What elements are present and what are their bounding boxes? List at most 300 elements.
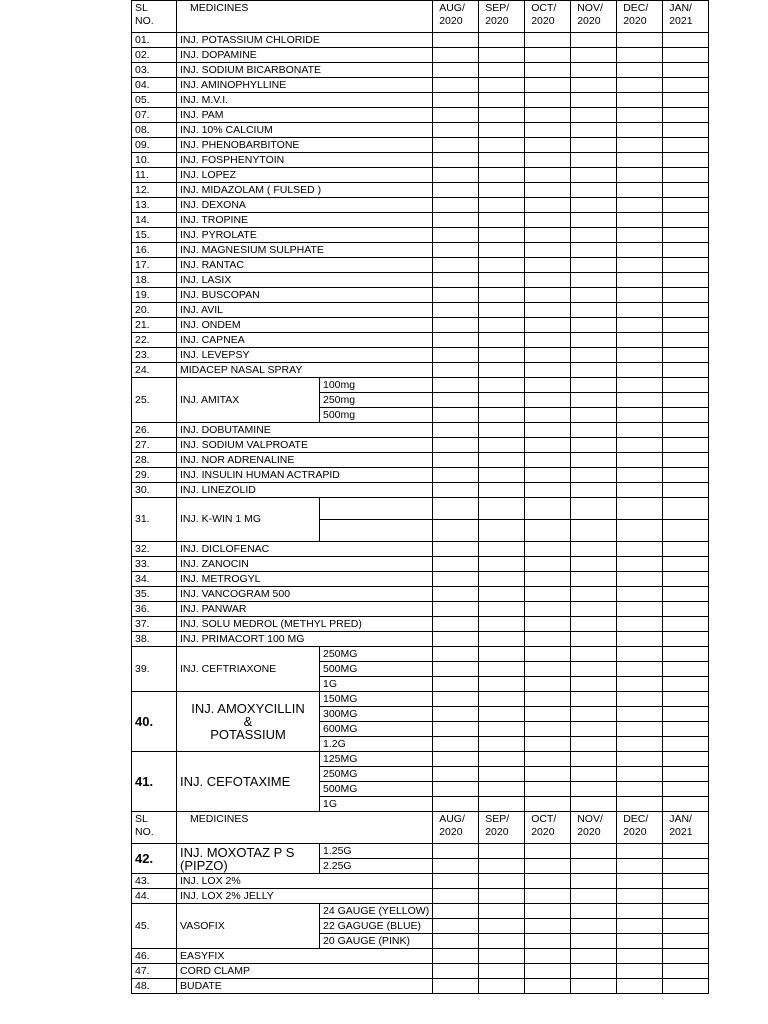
medicine-name-cell: INJ. AMOXYCILLIN & POTASSIUM bbox=[177, 692, 320, 752]
month-cell bbox=[617, 78, 663, 93]
medicine-name-cell: MIDACEP NASAL SPRAY bbox=[177, 363, 433, 378]
month-cell bbox=[571, 964, 617, 979]
month-cell bbox=[571, 213, 617, 228]
month-cell bbox=[479, 979, 525, 994]
month-cell bbox=[571, 78, 617, 93]
month-cell bbox=[479, 303, 525, 318]
strength-cell: 150MG bbox=[320, 692, 433, 707]
month-cell bbox=[433, 453, 479, 468]
month-cell bbox=[617, 707, 663, 722]
month-cell bbox=[663, 520, 709, 542]
table-row bbox=[132, 123, 709, 138]
month-cell bbox=[663, 168, 709, 183]
month-cell bbox=[525, 243, 571, 258]
month-cell bbox=[571, 979, 617, 994]
month-cell bbox=[433, 33, 479, 48]
strength-cell: 1.25G bbox=[320, 844, 433, 859]
month-cell bbox=[617, 632, 663, 647]
month-cell bbox=[433, 348, 479, 363]
sl-number-cell: 31. bbox=[132, 498, 177, 542]
month-cell bbox=[525, 874, 571, 889]
month-cell bbox=[525, 617, 571, 632]
table-row bbox=[132, 168, 709, 183]
month-cell bbox=[571, 273, 617, 288]
month-cell bbox=[433, 934, 479, 949]
month-cell bbox=[433, 520, 479, 542]
medicines-header: MEDICINES bbox=[177, 812, 433, 844]
table-row bbox=[132, 273, 709, 288]
sl-number-cell: 11. bbox=[132, 168, 177, 183]
month-cell bbox=[525, 602, 571, 617]
month-cell bbox=[433, 318, 479, 333]
month-cell bbox=[433, 904, 479, 919]
sl-number-cell: 15. bbox=[132, 228, 177, 243]
month-cell bbox=[617, 919, 663, 934]
month-cell bbox=[663, 647, 709, 662]
table-row bbox=[132, 288, 709, 303]
month-cell bbox=[525, 752, 571, 767]
month-cell bbox=[571, 348, 617, 363]
month-cell bbox=[663, 408, 709, 423]
month-cell bbox=[663, 123, 709, 138]
sl-number-cell: 33. bbox=[132, 557, 177, 572]
month-cell bbox=[479, 692, 525, 707]
table-row bbox=[132, 587, 709, 602]
strength-cell: 500mg bbox=[320, 408, 433, 423]
sl-number-cell: 43. bbox=[132, 874, 177, 889]
medicine-name-cell: INJ. PYROLATE bbox=[177, 228, 433, 243]
month-cell bbox=[433, 243, 479, 258]
month-cell bbox=[433, 542, 479, 557]
sl-number-cell: 23. bbox=[132, 348, 177, 363]
month-cell bbox=[433, 333, 479, 348]
month-cell bbox=[571, 93, 617, 108]
month-cell bbox=[479, 647, 525, 662]
month-cell bbox=[617, 483, 663, 498]
month-cell bbox=[663, 78, 709, 93]
month-cell bbox=[617, 168, 663, 183]
sl-number-cell: 21. bbox=[132, 318, 177, 333]
sl-number-cell: 38. bbox=[132, 632, 177, 647]
month-cell bbox=[663, 348, 709, 363]
month-cell bbox=[525, 363, 571, 378]
month-cell bbox=[479, 393, 525, 408]
month-cell bbox=[571, 168, 617, 183]
month-cell bbox=[525, 483, 571, 498]
month-cell bbox=[433, 423, 479, 438]
month-header-5: JAN/ 2021 bbox=[663, 812, 709, 844]
month-cell bbox=[479, 198, 525, 213]
month-cell bbox=[525, 303, 571, 318]
month-cell bbox=[525, 964, 571, 979]
month-cell bbox=[663, 483, 709, 498]
month-cell bbox=[479, 63, 525, 78]
month-cell bbox=[617, 572, 663, 587]
medicine-name-cell: INJ. FOSPHENYTOIN bbox=[177, 153, 433, 168]
month-cell bbox=[433, 677, 479, 692]
month-cell bbox=[663, 904, 709, 919]
month-cell bbox=[617, 692, 663, 707]
month-cell bbox=[617, 393, 663, 408]
table-row bbox=[132, 303, 709, 318]
month-cell bbox=[571, 722, 617, 737]
month-cell bbox=[433, 213, 479, 228]
month-cell bbox=[663, 844, 709, 859]
month-cell bbox=[433, 393, 479, 408]
month-cell bbox=[479, 752, 525, 767]
month-cell bbox=[571, 363, 617, 378]
sl-number-cell: 16. bbox=[132, 243, 177, 258]
month-cell bbox=[479, 258, 525, 273]
month-cell bbox=[617, 498, 663, 520]
month-cell bbox=[433, 183, 479, 198]
month-cell bbox=[617, 542, 663, 557]
month-cell bbox=[525, 408, 571, 423]
strength-cell: 250MG bbox=[320, 767, 433, 782]
strength-cell: 1G bbox=[320, 797, 433, 812]
sl-number-cell: 37. bbox=[132, 617, 177, 632]
month-cell bbox=[663, 949, 709, 964]
month-cell bbox=[479, 844, 525, 859]
month-cell bbox=[663, 33, 709, 48]
table-row bbox=[132, 198, 709, 213]
strength-cell: 500MG bbox=[320, 782, 433, 797]
month-cell bbox=[617, 348, 663, 363]
month-cell bbox=[571, 423, 617, 438]
month-cell bbox=[433, 93, 479, 108]
month-cell bbox=[617, 602, 663, 617]
month-cell bbox=[663, 979, 709, 994]
table-row bbox=[132, 468, 709, 483]
month-cell bbox=[479, 542, 525, 557]
month-cell bbox=[571, 498, 617, 520]
month-cell bbox=[433, 557, 479, 572]
month-cell bbox=[663, 468, 709, 483]
table-row bbox=[132, 647, 709, 662]
month-cell bbox=[663, 48, 709, 63]
month-cell bbox=[525, 722, 571, 737]
month-cell bbox=[571, 33, 617, 48]
table-row bbox=[132, 153, 709, 168]
month-cell bbox=[433, 108, 479, 123]
month-cell bbox=[571, 288, 617, 303]
month-cell bbox=[433, 874, 479, 889]
table-row bbox=[132, 617, 709, 632]
month-cell bbox=[525, 378, 571, 393]
strength-cell: 22 GAGUGE (BLUE) bbox=[320, 919, 433, 934]
table-row bbox=[132, 483, 709, 498]
month-cell bbox=[479, 138, 525, 153]
month-cell bbox=[617, 520, 663, 542]
sl-number-cell: 41. bbox=[132, 752, 177, 812]
month-cell bbox=[617, 213, 663, 228]
month-cell bbox=[525, 782, 571, 797]
sl-number-cell: 10. bbox=[132, 153, 177, 168]
strength-cell: 250mg bbox=[320, 393, 433, 408]
month-cell bbox=[479, 889, 525, 904]
table-row bbox=[132, 33, 709, 48]
medicine-name-cell: INJ. PANWAR bbox=[177, 602, 433, 617]
month-cell bbox=[617, 767, 663, 782]
month-cell bbox=[525, 587, 571, 602]
month-cell bbox=[479, 904, 525, 919]
month-cell bbox=[525, 423, 571, 438]
month-cell bbox=[433, 288, 479, 303]
month-cell bbox=[571, 707, 617, 722]
month-cell bbox=[525, 318, 571, 333]
month-cell bbox=[479, 453, 525, 468]
month-cell bbox=[479, 318, 525, 333]
month-cell bbox=[663, 797, 709, 812]
month-cell bbox=[571, 949, 617, 964]
sl-number-cell: 19. bbox=[132, 288, 177, 303]
sl-number-cell: 07. bbox=[132, 108, 177, 123]
month-cell bbox=[617, 243, 663, 258]
month-cell bbox=[525, 542, 571, 557]
month-cell bbox=[617, 677, 663, 692]
medicine-name-cell: INJ. PRIMACORT 100 MG bbox=[177, 632, 433, 647]
table-header-row bbox=[132, 1, 709, 33]
table-row bbox=[132, 108, 709, 123]
month-cell bbox=[433, 647, 479, 662]
month-cell bbox=[433, 498, 479, 520]
medicine-name-cell: INJ. MIDAZOLAM ( FULSED ) bbox=[177, 183, 433, 198]
month-cell bbox=[525, 520, 571, 542]
month-cell bbox=[617, 979, 663, 994]
medicine-name-cell: INJ. AVIL bbox=[177, 303, 433, 318]
medicine-name-cell: INJ. LEVEPSY bbox=[177, 348, 433, 363]
medicine-name-cell: INJ. PHENOBARBITONE bbox=[177, 138, 433, 153]
month-cell bbox=[479, 572, 525, 587]
sl-number-cell: 02. bbox=[132, 48, 177, 63]
sl-number-cell: 12. bbox=[132, 183, 177, 198]
medicine-name-cell: INJ. MOXOTAZ P S (PIPZO) bbox=[177, 844, 320, 874]
month-cell bbox=[663, 964, 709, 979]
month-cell bbox=[525, 647, 571, 662]
month-cell bbox=[571, 557, 617, 572]
month-cell bbox=[617, 48, 663, 63]
table-row bbox=[132, 48, 709, 63]
month-cell bbox=[571, 153, 617, 168]
month-cell bbox=[663, 617, 709, 632]
month-cell bbox=[433, 303, 479, 318]
month-cell bbox=[571, 48, 617, 63]
month-cell bbox=[617, 438, 663, 453]
month-cell bbox=[571, 453, 617, 468]
month-cell bbox=[663, 303, 709, 318]
table-row bbox=[132, 964, 709, 979]
month-cell bbox=[663, 737, 709, 752]
medicine-name-cell: INJ. VANCOGRAM 500 bbox=[177, 587, 433, 602]
table-row bbox=[132, 692, 709, 707]
month-cell bbox=[433, 737, 479, 752]
month-cell bbox=[433, 692, 479, 707]
month-cell bbox=[663, 722, 709, 737]
month-cell bbox=[663, 707, 709, 722]
month-cell bbox=[479, 782, 525, 797]
month-cell bbox=[525, 48, 571, 63]
month-cell bbox=[479, 123, 525, 138]
month-header-1: SEP/ 2020 bbox=[479, 812, 525, 844]
month-cell bbox=[433, 228, 479, 243]
month-cell bbox=[663, 632, 709, 647]
month-cell bbox=[525, 213, 571, 228]
month-cell bbox=[617, 722, 663, 737]
sl-number-cell: 14. bbox=[132, 213, 177, 228]
month-cell bbox=[433, 767, 479, 782]
medicine-name-cell: INJ. LASIX bbox=[177, 273, 433, 288]
month-cell bbox=[433, 752, 479, 767]
month-cell bbox=[571, 520, 617, 542]
table-header-row bbox=[132, 812, 709, 844]
strength-cell: 24 GAUGE (YELLOW) bbox=[320, 904, 433, 919]
month-cell bbox=[617, 183, 663, 198]
month-cell bbox=[571, 662, 617, 677]
month-cell bbox=[525, 707, 571, 722]
month-cell bbox=[617, 797, 663, 812]
table-row bbox=[132, 949, 709, 964]
month-cell bbox=[571, 934, 617, 949]
medicine-name-cell: INJ. CEFTRIAXONE bbox=[177, 647, 320, 692]
month-cell bbox=[571, 889, 617, 904]
month-cell bbox=[525, 168, 571, 183]
medicine-name-cell: INJ. LINEZOLID bbox=[177, 483, 433, 498]
month-cell bbox=[571, 617, 617, 632]
month-cell bbox=[479, 483, 525, 498]
month-cell bbox=[479, 722, 525, 737]
medicine-name-cell: BUDATE bbox=[177, 979, 433, 994]
month-cell bbox=[663, 782, 709, 797]
month-cell bbox=[525, 78, 571, 93]
medicine-name-cell: INJ. TROPINE bbox=[177, 213, 433, 228]
strength-cell: 500MG bbox=[320, 662, 433, 677]
month-cell bbox=[617, 557, 663, 572]
medicine-name-cell: INJ. NOR ADRENALINE bbox=[177, 453, 433, 468]
month-cell bbox=[479, 919, 525, 934]
medicine-name-cell: INJ. INSULIN HUMAN ACTRAPID bbox=[177, 468, 433, 483]
table-row bbox=[132, 258, 709, 273]
month-cell bbox=[663, 423, 709, 438]
month-cell bbox=[479, 93, 525, 108]
table-row bbox=[132, 874, 709, 889]
month-cell bbox=[571, 108, 617, 123]
month-cell bbox=[663, 93, 709, 108]
month-cell bbox=[617, 288, 663, 303]
medicine-name-cell: INJ. 10% CALCIUM bbox=[177, 123, 433, 138]
month-cell bbox=[571, 138, 617, 153]
month-cell bbox=[617, 453, 663, 468]
month-cell bbox=[525, 438, 571, 453]
month-cell bbox=[433, 378, 479, 393]
month-cell bbox=[617, 138, 663, 153]
month-cell bbox=[571, 303, 617, 318]
table-row bbox=[132, 318, 709, 333]
month-cell bbox=[433, 782, 479, 797]
table-row bbox=[132, 904, 709, 919]
month-cell bbox=[571, 198, 617, 213]
month-header-5: JAN/ 2021 bbox=[663, 1, 709, 33]
month-cell bbox=[433, 602, 479, 617]
sl-number-cell: 20. bbox=[132, 303, 177, 318]
month-cell bbox=[479, 468, 525, 483]
month-cell bbox=[433, 707, 479, 722]
sl-number-cell: 13. bbox=[132, 198, 177, 213]
month-cell bbox=[479, 213, 525, 228]
month-cell bbox=[479, 949, 525, 964]
sl-number-cell: 18. bbox=[132, 273, 177, 288]
sl-number-cell: 40. bbox=[132, 692, 177, 752]
month-cell bbox=[663, 572, 709, 587]
month-cell bbox=[617, 468, 663, 483]
strength-cell: 125MG bbox=[320, 752, 433, 767]
sl-number-cell: 29. bbox=[132, 468, 177, 483]
month-header-0: AUG/ 2020 bbox=[433, 1, 479, 33]
month-cell bbox=[617, 662, 663, 677]
medicine-name-cell: INJ. CAPNEA bbox=[177, 333, 433, 348]
sl-number-cell: 05. bbox=[132, 93, 177, 108]
sl-number-cell: 35. bbox=[132, 587, 177, 602]
month-cell bbox=[617, 408, 663, 423]
month-cell bbox=[525, 662, 571, 677]
month-cell bbox=[571, 647, 617, 662]
month-cell bbox=[525, 859, 571, 874]
month-cell bbox=[525, 919, 571, 934]
month-cell bbox=[571, 378, 617, 393]
sl-number-cell: 04. bbox=[132, 78, 177, 93]
table-row bbox=[132, 78, 709, 93]
month-cell bbox=[617, 859, 663, 874]
month-cell bbox=[571, 228, 617, 243]
sl-number-cell: 28. bbox=[132, 453, 177, 468]
month-cell bbox=[617, 258, 663, 273]
month-cell bbox=[571, 183, 617, 198]
sl-number-cell: 03. bbox=[132, 63, 177, 78]
month-cell bbox=[571, 333, 617, 348]
month-cell bbox=[525, 348, 571, 363]
medicine-name-cell: INJ. LOX 2% bbox=[177, 874, 433, 889]
sl-number-cell: 45. bbox=[132, 904, 177, 949]
month-cell bbox=[433, 859, 479, 874]
month-header-4: DEC/ 2020 bbox=[617, 1, 663, 33]
month-cell bbox=[433, 964, 479, 979]
month-cell bbox=[663, 557, 709, 572]
month-cell bbox=[433, 632, 479, 647]
month-cell bbox=[663, 333, 709, 348]
month-cell bbox=[617, 153, 663, 168]
month-cell bbox=[433, 587, 479, 602]
month-cell bbox=[663, 662, 709, 677]
month-cell bbox=[617, 949, 663, 964]
month-cell bbox=[525, 904, 571, 919]
month-cell bbox=[525, 183, 571, 198]
month-cell bbox=[571, 542, 617, 557]
sl-number-cell: 30. bbox=[132, 483, 177, 498]
sl-number-cell: 26. bbox=[132, 423, 177, 438]
month-cell bbox=[479, 617, 525, 632]
month-cell bbox=[617, 228, 663, 243]
month-cell bbox=[571, 919, 617, 934]
month-cell bbox=[617, 737, 663, 752]
month-cell bbox=[479, 602, 525, 617]
month-cell bbox=[479, 363, 525, 378]
month-cell bbox=[617, 333, 663, 348]
sl-number-cell: 42. bbox=[132, 844, 177, 874]
table-row bbox=[132, 378, 709, 393]
table-row bbox=[132, 498, 709, 520]
month-cell bbox=[525, 273, 571, 288]
month-cell bbox=[617, 782, 663, 797]
strength-cell bbox=[320, 498, 433, 520]
